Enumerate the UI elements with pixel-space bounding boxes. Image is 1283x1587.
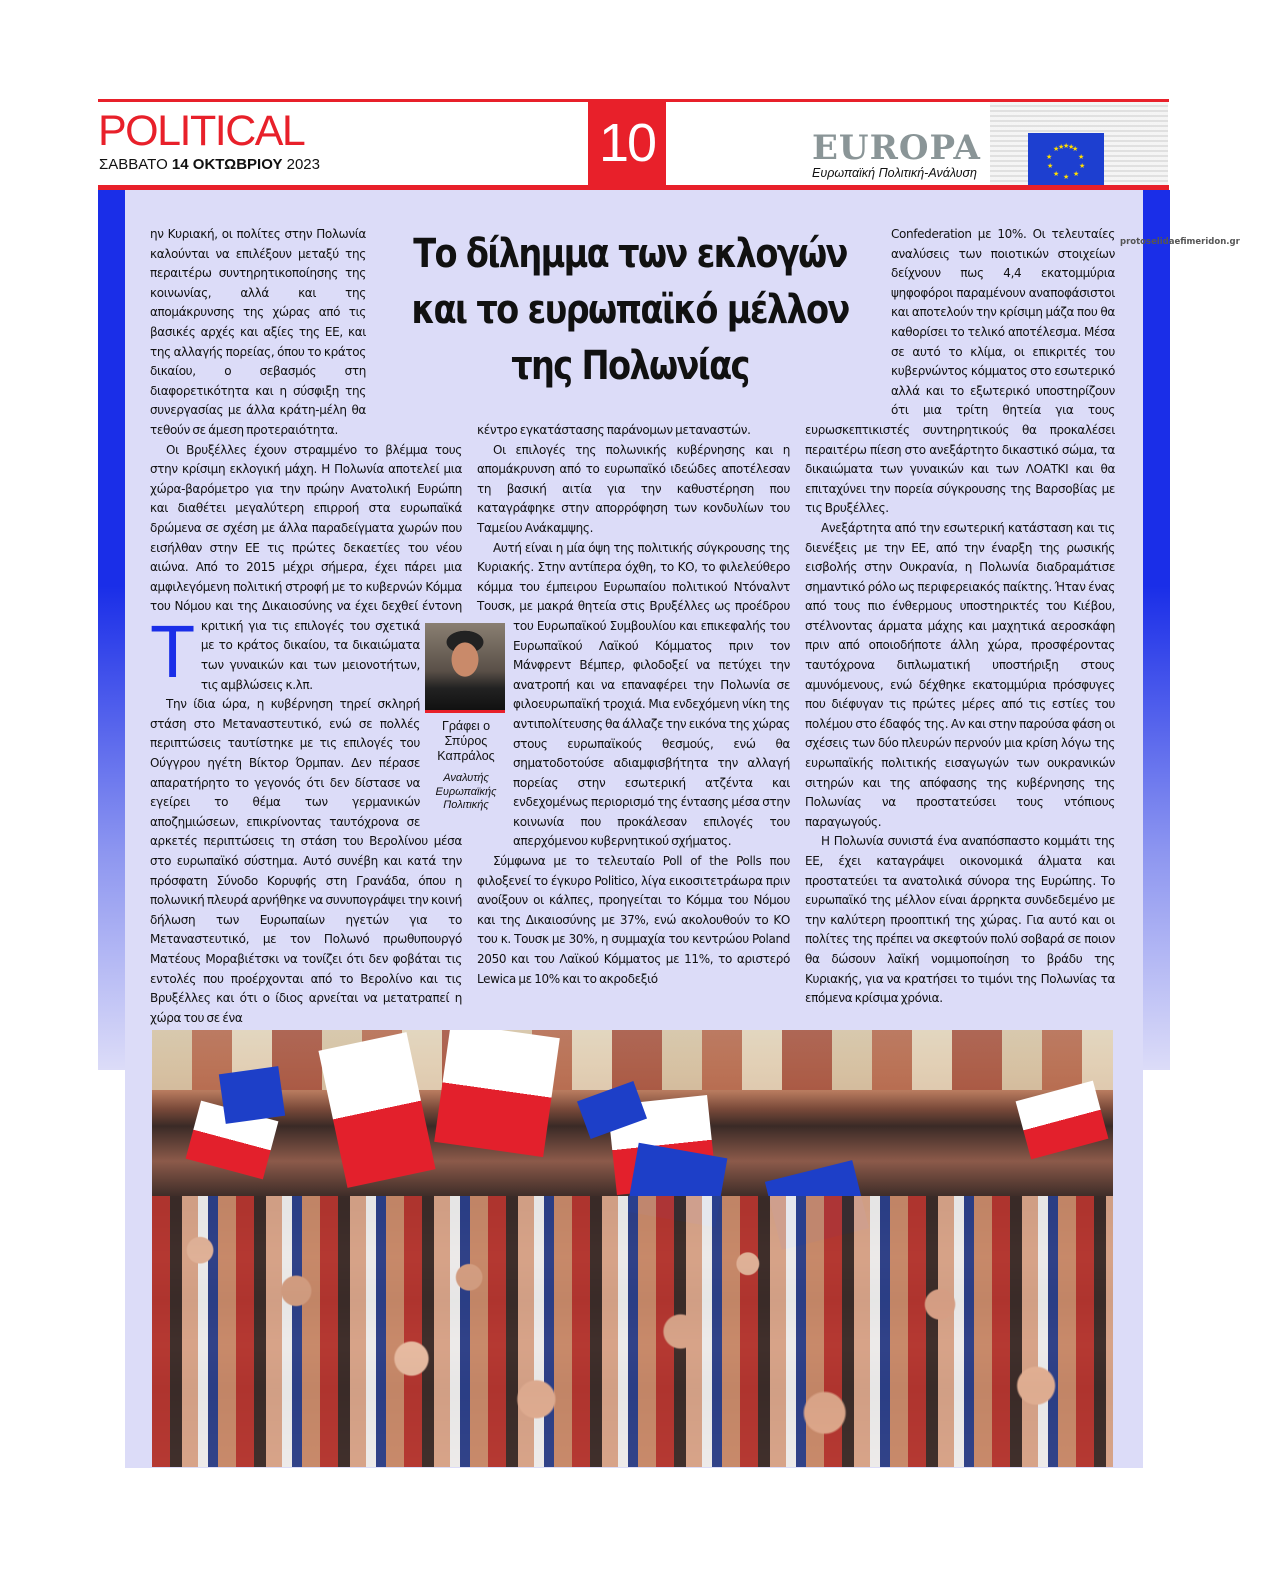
europa-logo-subtitle: Ευρωπαϊκή Πολιτική-Ανάλυση — [812, 166, 977, 180]
paragraph: Αυτή είναι η μία όψη της πολιτικής σύγκρουσης της Κυριακής. Στην αντίπερα όχθη, το ΚΟ, το φιλελεύθερο κόμμα του έμπειρου Ευρωπαίου πολιτικού Ντόναλντ Τουσκ, με μακρά θητεία στις Βρυξέλλες ως προέδρου του Ευρωπαϊκού Συμβουλίου και επικεφαλής του Ευρωπαϊκού Λαϊκού Κόμματος πριν τον Μάνφρεντ Βέμπερ, φιλοδοξεί να πετύχει την ανατροπή και να επαναφέρει την Πολωνία σε φιλοευρωπαϊκή τροχιά. Μια ενδεχόμενη νίκη της αντιπολίτευσης θα άλλαζε την εικόνα της χώρας στους ευρωπαϊκούς θεσμούς, ενώ θα σηματοδοτούσε αδιαμφισβήτητα την αλλαγή πορείας στην εσωτερική ατζέντα και ενδεχομένως περιορισμό της έντασης μέσα στην κοινωνία που προκάλεσαν επιλογές του απερχόμενου κυβερνητικού σχήματος. — [477, 540, 790, 849]
title-spacer — [805, 225, 891, 419]
page-number: 10 — [588, 99, 666, 187]
paragraph: κέντρο εγκατάστασης παράνομων μεταναστών. — [477, 423, 751, 437]
crowd — [152, 1196, 1113, 1467]
author-name: Γράφει ο Σπύρος Καπράλος — [437, 719, 495, 763]
author-spacer — [477, 617, 513, 833]
eu-flag — [219, 1066, 285, 1124]
date-weekday: ΣΑΒΒΑΤΟ — [99, 156, 168, 173]
polish-flag — [434, 1030, 560, 1157]
eu-flag-icon: ★ ★ ★ ★ ★ ★ ★ ★ ★ ★ ★ ★ — [1028, 133, 1104, 185]
watermark: protoselidaefimeridon.gr — [1120, 237, 1240, 247]
column-2 — [477, 421, 790, 989]
paragraph: Ανεξάρτητα από την εσωτερική κατάσταση και τις διενέξεις με την ΕΕ, από την έναρξη της ρωσικής εισβολής στην Ουκρανία, η Πολωνία διαδραμάτισε σημαντικό ρόλο ως περιφερειακός παίκτης. Ήταν ένας από τους πιο ένθερμους υποστηρικτές του Κιέβου, στέλνοντας άρματα μάχης και μαχητικά αεροσκάφη πριν από οποιοδήποτε άλλη χώρα, προσφέροντας ταυτόχρονα διπλωματική υποστήριξη στους αμυνόμενους, ενώ δέχθηκε εκατομμύρια πρόσφυγες που διέφυγαν τις πρώτες μέρες από τις εστίες του πολέμου στο έδαφός της. Αν και στην παρούσα φάση οι σχέσεις των δύο πλευρών περνούν μια κρίση λόγω της ευρωπαϊκής πολιτικής εισαγωγών των ουκρανικών σιτηρών και της απόφασης της κυβέρνησης της Πολωνίας να προστατεύσει τους ντόπιους παραγωγούς. — [805, 520, 1115, 829]
column-1 — [150, 225, 462, 1028]
drop-cap: Τ — [150, 610, 195, 693]
paragraph: Σύμφωνα με το τελευταίο Poll of the Polls που φιλοξενεί το έγκυρο Politico, λίγα εικοσιτετράωρα πριν ανοίξουν οι κάλπες, προηγείται το Κόμμα του Νόμου και της Δικαιοσύνης με 37%, ενώ ακολουθούν το ΚΟ του κ. Τουσκ με 30%, η συμμαχία του κεντρώου Poland 2050 και του Λαϊκού Κόμματος με 11%, το αριστερό Lewica με 10% και το ακροδεξιό — [477, 854, 790, 986]
paragraph: Η Πολωνία συνιστά ένα αναπόσπαστο κομμάτι της ΕΕ, έχει καταγράψει οικονομικά άλματα και προστατεύει τα ανατολικά σύνορα της Ευρώπης. Το ευρωπαϊκό της μέλλον είναι άρρηκτα συνδεδεμένο με την καλύτερη προοπτική της χώρας. Για αυτό και οι πολίτες της πρέπει να σκεφτούν πολύ σοβαρά σε ποιον θα δώσουν λαϊκή νομιμοποίηση το βράδυ της Κυριακής, για να κρατήσει το τιμόνι της Πολωνίας τα επόμενα κρίσιμα χρόνια. — [805, 834, 1115, 1006]
section-title: POLITICAL — [98, 107, 305, 155]
paragraph: Confederation με 10%. Οι τελευταίες αναλύσεις των ποιοτικών στοιχείων δείχνουν πως 4,4 εκατομμύρια ψηφοφόροι παραμένουν αναποφάσιστοι και αποτελούν την κρίσιμη μάζα που θα καθορίσει το τελικό αποτέλεσμα. Μέσα σε αυτό το κλίμα, οι επικριτές του κυβερνώντος κόμματος στο εσωτερικό αλλά και το εξωτερικό υποστηρίζουν ότι μια τρίτη θητεία για τους ευρωσκεπτικιστές συντηρητικούς θα προκαλέσει περαιτέρω πίεση στο ανεξάρτητο δικαστικό σώμα, τα δικαιώματα των γυναικών και των ΛΟΑΤΚΙ και θα επιταχύνει την πορεία σύγκρουσης της Βαρσοβίας με τις Βρυξέλλες. — [805, 227, 1115, 516]
europa-logo: EUROPA — [812, 128, 981, 168]
date-year: 2023 — [286, 156, 320, 173]
rally-crowd-photo — [152, 1030, 1113, 1467]
article-title: Το δίλημμα των εκλογών και το ευρωπαϊκό μέλλον της Πολωνίας — [411, 231, 849, 389]
column-3 — [805, 225, 1115, 1009]
author-role: Αναλυτής Ευρωπαϊκής Πολιτικής — [435, 772, 497, 811]
date-day-month: 14 ΟΚΤΩΒΡΙΟΥ — [171, 156, 283, 173]
polish-flag — [1016, 1081, 1109, 1160]
paragraph: Οι επιλογές της πολωνικής κυβέρνησης και η απομάκρυνση από το ευρωπαϊκό ιδεώδες αποτέλεσαν τη βασική αιτία για την καθυστέρηση που καταγράφηκε στην απορρόφηση των κονδυλίων του Ταμείου Ανάκαμψης. — [477, 442, 790, 535]
issue-date — [99, 156, 320, 173]
paragraph: Οι Βρυξέλλες έχουν στραμμένο το βλέμμα τους στην κρίσιμη εκλογική μάχη. Η Πολωνία αποτελεί μια χώρα-βαρόμετρο για την πρώην Ανατολική Ευρώπη και διαθέτει μεγαλύτερη επιρροή στα ευρωπαϊκά δρώμενα σε σχέση με άλλα παραδείγματα χωρών που εισήλθαν στην ΕΕ τις πρώτες δεκαετίες του νέου αιώνα. Από το 2015 μέχρι σήμερα, έχει πάρει μια αμφιλεγόμενη πολιτική στροφή με το κυβερνών Κόμμα του Νόμου και της Δικαιοσύνης να έχει δεχθεί έντονη κριτική για τις επιλογές του σχετικά με το κράτος δικαίου, τα δικαιώματα των γυναικών και των μειονοτήτων, τις αμβλώσεις κ.λπ. — [150, 442, 462, 692]
title-spacer — [366, 225, 462, 425]
paragraph: Την ίδια ώρα, η κυβέρνηση τηρεί σκληρή στάση στο Μεταναστευτικό, ενώ σε πολλές περιπτώσεις ταυτίστηκε με τις επιλογές του Ούγγρου ηγέτη Βίκτορ Όρμπαν. Δεν πέρασε απαρατήρητο το γεγονός ότι δεν δίστασε να εγείρει το θέμα των γερμανικών αποζημιώσεων, επικρίνοντας ταυτόχρονα σε αρκετές περιπτώσεις τη στάση του Βερολίνου μέσα στο ευρωπαϊκό σύστημα. Αυτό συνέβη και κατά την πρόσφατη Σύνοδο Κορυφής στη Γρανάδα, όπου η πολωνική πλευρά αρνήθηκε να συνυπογράψει την κοινή δήλωση των Ευρωπαίων ηγετών για το Μεταναστευτικό, με τον Πολωνό πρωθυπουργό Ματέους Μοραβιέτσκι να τονίζει ότι δεν φοβάται τις εντολές που προέρχονται από το Βερολίνο και τις Βρυξέλλες και ότι ο ίδιος αρνείται να μετατραπεί η χώρα του σε ένα — [150, 697, 462, 1025]
paragraph: ην Κυριακή, οι πολίτες στην Πολωνία καλούνται να επιλέξουν μεταξύ της περαιτέρω συντηρητικοποίησης της κοινωνίας, αλλά και της απομάκρυνσης της χώρας από τις βασικές αρχές και αξίες της ΕΕ, και της αλλαγής πορείας, όπου το κράτος δικαίου, ο σεβασμός στη διαφορετικότητα και η σύσφιξη της συνεργασίας με άλλα κράτη-μέλη θα τεθούν σε άμεση προτεραιότητα. — [150, 227, 366, 437]
left-blue-bar — [98, 190, 125, 1070]
right-blue-bar — [1143, 190, 1170, 1070]
